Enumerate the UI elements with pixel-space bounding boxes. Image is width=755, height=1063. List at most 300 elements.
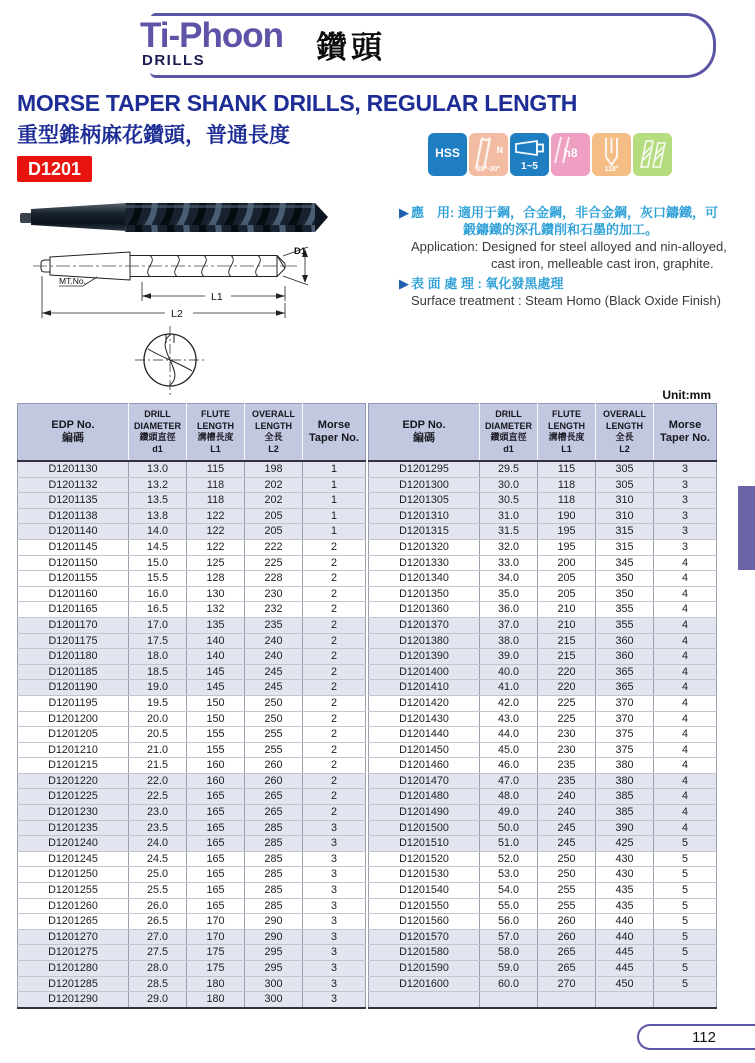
table-cell: 4 — [654, 773, 717, 789]
application-cn-line1: ▶ 應 用: 適用于鋼，合金鋼，非合金鋼，灰口鑄鐵，可 — [399, 205, 718, 220]
table-cell: D1201135 — [18, 493, 129, 509]
table-cell: 19.5 — [129, 695, 187, 711]
table-cell: 265 — [538, 945, 596, 961]
column-header: OVERALL LENGTH 全長 L2 — [245, 404, 303, 462]
column-header: EDP No. 編碼 — [369, 404, 480, 462]
table-cell: 5 — [654, 976, 717, 992]
table-cell: 54.0 — [480, 883, 538, 899]
table-row — [369, 836, 717, 852]
spec-table-right — [368, 403, 717, 1009]
table-cell: D1201265 — [18, 914, 129, 930]
table-row — [18, 976, 366, 992]
table-row — [18, 633, 366, 649]
table-cell: 16.0 — [129, 586, 187, 602]
table-cell: 235 — [538, 773, 596, 789]
table-cell: D1201470 — [369, 773, 480, 789]
table-cell: 55.0 — [480, 898, 538, 914]
table-row — [369, 586, 717, 602]
table-cell: 125 — [187, 555, 245, 571]
table-cell: 122 — [187, 508, 245, 524]
table-cell: 165 — [187, 898, 245, 914]
table-cell: 37.0 — [480, 617, 538, 633]
column-header: FLUTE LENGTH 溝槽長度 L1 — [187, 404, 245, 462]
table-row — [18, 758, 366, 774]
table-cell: 35.0 — [480, 586, 538, 602]
table-cell: D1201165 — [18, 602, 129, 618]
table-row — [18, 929, 366, 945]
table-row — [369, 524, 717, 540]
table-cell: 15.0 — [129, 555, 187, 571]
table-row — [369, 571, 717, 587]
table-cell: 225 — [245, 555, 303, 571]
table-cell: D1201340 — [369, 571, 480, 587]
table-row — [18, 477, 366, 493]
table-cell: 2 — [303, 773, 366, 789]
table-cell: D1201280 — [18, 961, 129, 977]
table-cell: 2 — [303, 602, 366, 618]
table-row — [18, 711, 366, 727]
table-cell: D1201175 — [18, 633, 129, 649]
table-cell: 285 — [245, 883, 303, 899]
table-cell: D1201440 — [369, 727, 480, 743]
table-row — [18, 493, 366, 509]
column-header: FLUTE LENGTH 溝槽長度 L1 — [538, 404, 596, 462]
table-cell: 2 — [303, 758, 366, 774]
table-cell: 5 — [654, 867, 717, 883]
table-cell: D1201550 — [369, 898, 480, 914]
table-cell: 260 — [245, 758, 303, 774]
table-row — [18, 524, 366, 540]
table-cell: 425 — [596, 836, 654, 852]
table-cell: 13.0 — [129, 461, 187, 477]
table-cell: D1201570 — [369, 929, 480, 945]
table-cell: 3 — [654, 524, 717, 540]
table-cell: 145 — [187, 664, 245, 680]
table-row — [18, 820, 366, 836]
table-cell: 220 — [538, 680, 596, 696]
table-cell: D1201240 — [18, 836, 129, 852]
table-cell: 30.0 — [480, 477, 538, 493]
table-cell: 285 — [245, 851, 303, 867]
table-cell: 2 — [303, 742, 366, 758]
table-cell: 290 — [245, 929, 303, 945]
table-cell: 240 — [538, 789, 596, 805]
point-angle-icon — [592, 133, 631, 176]
table-cell: 32.0 — [480, 539, 538, 555]
spec-table-left — [17, 403, 366, 1009]
table-cell: D1201300 — [369, 477, 480, 493]
cross-section-view — [135, 326, 205, 396]
table-cell: D1201160 — [18, 586, 129, 602]
table-cell: 228 — [245, 571, 303, 587]
table-cell: 175 — [187, 961, 245, 977]
table-cell: 36.0 — [480, 602, 538, 618]
header-row — [18, 404, 366, 462]
table-cell: D1201490 — [369, 805, 480, 821]
table-cell: 41.0 — [480, 680, 538, 696]
page-number — [637, 1024, 755, 1050]
table-cell: D1201460 — [369, 758, 480, 774]
table-cell: 3 — [303, 820, 366, 836]
table-cell: 122 — [187, 539, 245, 555]
table-cell: D1201260 — [18, 898, 129, 914]
table-cell: 48.0 — [480, 789, 538, 805]
table-cell: 225 — [538, 695, 596, 711]
table-row — [369, 680, 717, 696]
table-cell: 5 — [654, 836, 717, 852]
table-row — [369, 945, 717, 961]
table-cell: 50.0 — [480, 820, 538, 836]
table-cell: 60.0 — [480, 976, 538, 992]
table-cell: 205 — [538, 571, 596, 587]
table-cell: 165 — [187, 836, 245, 852]
table-cell: 132 — [187, 602, 245, 618]
table-cell: 2 — [303, 633, 366, 649]
table-cell: D1201290 — [18, 992, 129, 1008]
table-row — [18, 680, 366, 696]
table-cell: 360 — [596, 649, 654, 665]
table-row — [18, 602, 366, 618]
table-cell: 3 — [654, 461, 717, 477]
table-cell: 315 — [596, 524, 654, 540]
table-cell: 350 — [596, 586, 654, 602]
table-cell: 380 — [596, 758, 654, 774]
table-cell: D1201380 — [369, 633, 480, 649]
table-cell: 140 — [187, 633, 245, 649]
table-cell: 4 — [654, 742, 717, 758]
table-cell: 255 — [245, 742, 303, 758]
table-cell: 23.5 — [129, 820, 187, 836]
table-cell: 360 — [596, 633, 654, 649]
table-cell: 28.5 — [129, 976, 187, 992]
table-row — [18, 773, 366, 789]
table-cell: 42.0 — [480, 695, 538, 711]
table-cell: 265 — [538, 961, 596, 977]
table-row — [18, 805, 366, 821]
table-cell: 31.5 — [480, 524, 538, 540]
table-cell: 17.5 — [129, 633, 187, 649]
table-cell: 250 — [245, 695, 303, 711]
table-cell: 3 — [303, 945, 366, 961]
table-cell: 170 — [187, 914, 245, 930]
table-cell: 140 — [187, 649, 245, 665]
table-cell: 205 — [245, 524, 303, 540]
table-cell: 4 — [654, 617, 717, 633]
table-cell: 51.0 — [480, 836, 538, 852]
table-cell: 145 — [187, 680, 245, 696]
table-cell: 220 — [538, 664, 596, 680]
table-cell: 5 — [654, 914, 717, 930]
table-cell: 205 — [538, 586, 596, 602]
surface-treatment-en: Surface treatment : Steam Homo (Black Oxide Finish) — [411, 293, 721, 308]
table-row — [369, 664, 717, 680]
table-row — [18, 617, 366, 633]
application-block — [399, 204, 755, 309]
table-cell: 180 — [187, 976, 245, 992]
table-cell: 43.0 — [480, 711, 538, 727]
table-cell: D1201220 — [18, 773, 129, 789]
table-row — [18, 789, 366, 805]
table-cell: 210 — [538, 602, 596, 618]
table-cell: 2 — [303, 649, 366, 665]
table-cell: 235 — [538, 758, 596, 774]
table-cell: 29.5 — [480, 461, 538, 477]
table-cell: 210 — [538, 617, 596, 633]
table-cell: 1 — [303, 477, 366, 493]
spec-table-left-wrap — [17, 403, 366, 1009]
spec-icon-row — [428, 133, 672, 176]
table-cell: 45.0 — [480, 742, 538, 758]
product-code-badge: D1201 — [17, 156, 92, 182]
table-cell: 2 — [303, 555, 366, 571]
table-row — [18, 914, 366, 930]
table-cell: 25.5 — [129, 883, 187, 899]
table-cell: D1201235 — [18, 820, 129, 836]
helix-angle-label: 20°-30° — [476, 166, 501, 173]
table-cell: D1201150 — [18, 555, 129, 571]
technical-drawing — [15, 196, 400, 396]
table-cell: 3 — [654, 477, 717, 493]
table-cell: 18.0 — [129, 649, 187, 665]
table-cell: 5 — [654, 961, 717, 977]
mt-no-label: MT.No. — [59, 276, 86, 286]
table-row — [18, 727, 366, 743]
table-cell: D1201275 — [18, 945, 129, 961]
table-cell: 2 — [303, 789, 366, 805]
table-cell: 2 — [303, 539, 366, 555]
table-cell: 355 — [596, 602, 654, 618]
table-row — [369, 727, 717, 743]
table-cell: 5 — [654, 851, 717, 867]
table-row — [18, 586, 366, 602]
table-cell: 255 — [538, 898, 596, 914]
table-cell: D1201350 — [369, 586, 480, 602]
table-cell: 14.5 — [129, 539, 187, 555]
table-cell: 2 — [303, 805, 366, 821]
table-cell: 4 — [654, 805, 717, 821]
tolerance-h8-icon — [551, 133, 590, 176]
column-header: Morse Taper No. — [654, 404, 717, 462]
table-row — [18, 555, 366, 571]
table-cell: 28.0 — [129, 961, 187, 977]
table-cell: 380 — [596, 773, 654, 789]
table-row — [369, 508, 717, 524]
table-cell: D1201510 — [369, 836, 480, 852]
table-cell: 160 — [187, 758, 245, 774]
table-cell: 265 — [245, 789, 303, 805]
table-cell: D1201180 — [18, 649, 129, 665]
taper-range-label: 1~5 — [521, 161, 538, 172]
table-cell: 3 — [303, 992, 366, 1008]
table-cell: D1201285 — [18, 976, 129, 992]
table-cell: D1201225 — [18, 789, 129, 805]
table-cell — [538, 992, 596, 1008]
table-cell: 305 — [596, 461, 654, 477]
table-cell: 2 — [303, 617, 366, 633]
table-cell: D1201410 — [369, 680, 480, 696]
table-cell: D1201130 — [18, 461, 129, 477]
table-cell: D1201270 — [18, 929, 129, 945]
column-header: DRILL DIAMETER 鑽頭直徑 d1 — [129, 404, 187, 462]
table-cell: 232 — [245, 602, 303, 618]
table-cell: D1201590 — [369, 961, 480, 977]
table-cell: 57.0 — [480, 929, 538, 945]
column-header: OVERALL LENGTH 全長 L2 — [596, 404, 654, 462]
table-cell: 4 — [654, 680, 717, 696]
table-cell: 300 — [245, 992, 303, 1008]
table-cell: 230 — [538, 742, 596, 758]
table-cell: 215 — [538, 633, 596, 649]
table-cell: 155 — [187, 742, 245, 758]
table-cell: 205 — [245, 508, 303, 524]
table-cell: D1201190 — [18, 680, 129, 696]
table-cell: 53.0 — [480, 867, 538, 883]
table-row — [369, 773, 717, 789]
l2-label: L2 — [171, 308, 183, 320]
table-row — [369, 477, 717, 493]
table-cell: 2 — [303, 680, 366, 696]
table-cell: 118 — [187, 493, 245, 509]
table-cell: 1 — [303, 508, 366, 524]
table-cell: 39.0 — [480, 649, 538, 665]
table-cell: 115 — [187, 461, 245, 477]
table-cell: 165 — [187, 820, 245, 836]
table-cell: 295 — [245, 961, 303, 977]
hss-material-icon — [428, 133, 467, 176]
table-row — [369, 649, 717, 665]
table-cell: 385 — [596, 805, 654, 821]
table-cell: 245 — [245, 664, 303, 680]
table-cell: 315 — [596, 539, 654, 555]
table-row — [369, 695, 717, 711]
table-row — [18, 883, 366, 899]
table-cell: 118 — [538, 493, 596, 509]
table-cell: 215 — [538, 649, 596, 665]
table-cell: 435 — [596, 883, 654, 899]
table-cell: 26.0 — [129, 898, 187, 914]
table-cell: 245 — [538, 820, 596, 836]
table-cell: 22.0 — [129, 773, 187, 789]
table-cell: 24.0 — [129, 836, 187, 852]
table-cell: 255 — [245, 727, 303, 743]
table-cell: 1 — [303, 461, 366, 477]
table-cell: D1201360 — [369, 602, 480, 618]
header-row — [369, 404, 717, 462]
table-cell: 260 — [538, 914, 596, 930]
table-row — [369, 820, 717, 836]
table-cell: 2 — [303, 711, 366, 727]
table-cell: 250 — [538, 851, 596, 867]
table-cell — [654, 992, 717, 1008]
table-cell: D1201295 — [369, 461, 480, 477]
column-header: Morse Taper No. — [303, 404, 366, 462]
table-row — [18, 961, 366, 977]
table-cell: 14.0 — [129, 524, 187, 540]
table-cell: 4 — [654, 727, 717, 743]
d1-label: D1 — [294, 246, 307, 257]
table-row — [18, 571, 366, 587]
table-cell: 3 — [654, 493, 717, 509]
application-en-line1: Application: Designed for steel alloyed and nin-alloyed, — [411, 239, 727, 254]
table-row — [18, 992, 366, 1008]
table-cell: 4 — [654, 571, 717, 587]
table-row — [369, 617, 717, 633]
table-row — [18, 945, 366, 961]
table-cell: 4 — [654, 586, 717, 602]
table-cell: 155 — [187, 727, 245, 743]
table-cell: D1201170 — [18, 617, 129, 633]
table-cell: D1201390 — [369, 649, 480, 665]
table-row — [18, 695, 366, 711]
table-row — [369, 711, 717, 727]
page-title-chinese: 重型錐柄麻花鑽頭，普通長度 — [17, 124, 290, 147]
table-cell: 58.0 — [480, 945, 538, 961]
table-row — [369, 633, 717, 649]
table-cell: 3 — [303, 883, 366, 899]
table-row — [369, 867, 717, 883]
table-cell: D1201155 — [18, 571, 129, 587]
table-cell: 23.0 — [129, 805, 187, 821]
table-cell: 29.0 — [129, 992, 187, 1008]
table-cell: 240 — [245, 633, 303, 649]
table-cell: 240 — [538, 805, 596, 821]
table-row — [369, 805, 717, 821]
table-cell: 445 — [596, 945, 654, 961]
table-cell: 260 — [245, 773, 303, 789]
table-cell: 5 — [654, 898, 717, 914]
table-cell: 290 — [245, 914, 303, 930]
table-cell: 4 — [654, 789, 717, 805]
table-cell: 22.5 — [129, 789, 187, 805]
table-cell: 250 — [245, 711, 303, 727]
table-cell: 3 — [303, 976, 366, 992]
table-row — [18, 664, 366, 680]
table-cell: D1201500 — [369, 820, 480, 836]
table-cell: 59.0 — [480, 961, 538, 977]
table-cell: 195 — [538, 524, 596, 540]
table-cell: D1201530 — [369, 867, 480, 883]
table-row — [369, 898, 717, 914]
table-cell: 1 — [303, 493, 366, 509]
table-row — [369, 883, 717, 899]
table-cell: 47.0 — [480, 773, 538, 789]
table-cell: 4 — [654, 758, 717, 774]
table-cell: 15.5 — [129, 571, 187, 587]
table-cell: D1201420 — [369, 695, 480, 711]
table-cell: D1201205 — [18, 727, 129, 743]
table-cell: 200 — [538, 555, 596, 571]
section-edge-tab — [738, 486, 755, 570]
column-header: EDP No. 編碼 — [18, 404, 129, 462]
table-cell: 165 — [187, 883, 245, 899]
page-title: MORSE TAPER SHANK DRILLS, REGULAR LENGTH — [17, 90, 578, 116]
table-cell: 44.0 — [480, 727, 538, 743]
table-cell: 375 — [596, 727, 654, 743]
point-angle-label: 118° — [604, 166, 619, 173]
table-cell: 180 — [187, 992, 245, 1008]
table-row — [369, 929, 717, 945]
table-cell: 27.5 — [129, 945, 187, 961]
table-cell: 21.0 — [129, 742, 187, 758]
table-cell: 285 — [245, 898, 303, 914]
table-row — [369, 742, 717, 758]
table-cell: D1201140 — [18, 524, 129, 540]
table-cell: D1201430 — [369, 711, 480, 727]
table-cell: 130 — [187, 586, 245, 602]
table-cell: 310 — [596, 508, 654, 524]
table-cell: 4 — [654, 695, 717, 711]
surface-treatment-cn: ▶ 表 面 處 理 : 氧化發黑處理 — [399, 276, 564, 291]
